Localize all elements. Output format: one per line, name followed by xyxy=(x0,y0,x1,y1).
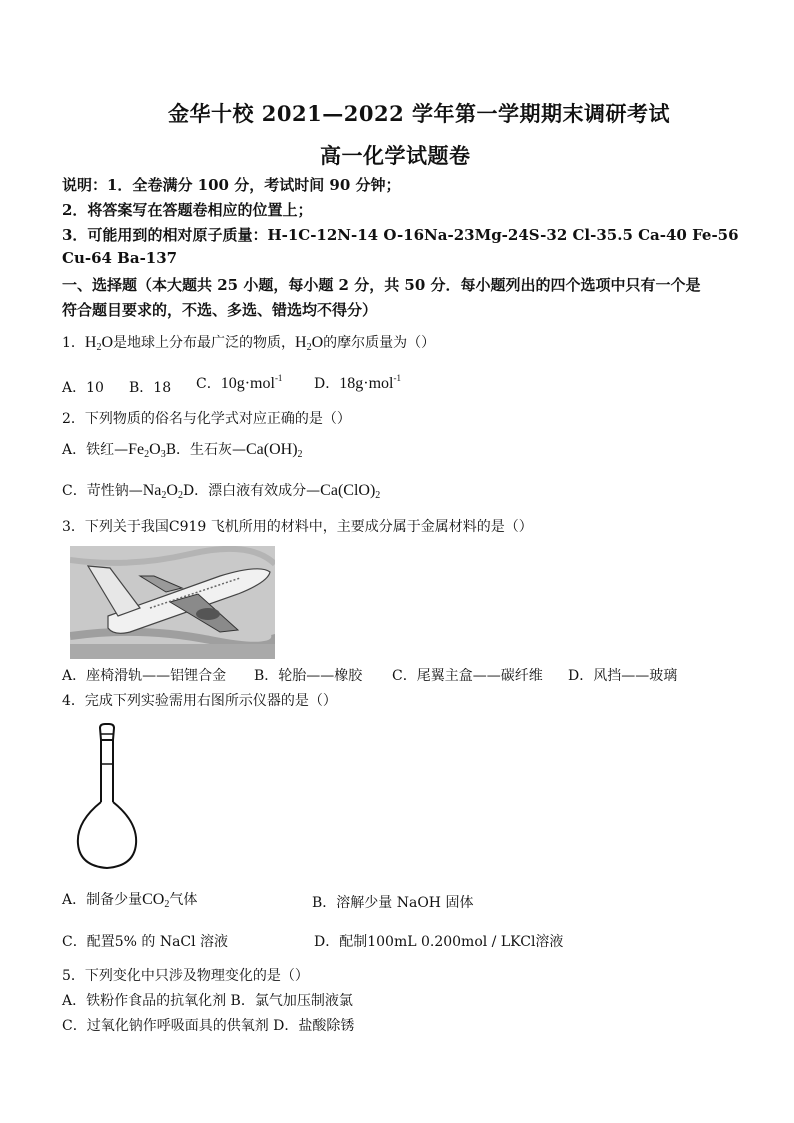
formula-fe2o3: $Fe_2O_3$ xyxy=(128,441,166,460)
option-a-label: A．制备少量 xyxy=(62,892,143,908)
option-a-label: A．铁红— xyxy=(62,442,129,458)
instruction-line-3: 3．可能用到的相对原子质量：H-1C-12N-14 O-16Na-23Mg-24S-32 Cl-35.5 Ca-40 Fe-56 xyxy=(62,226,739,244)
question-3-option-c: C．尾翼主盒——碳纤维 xyxy=(392,668,543,684)
question-1-option-d xyxy=(314,373,401,393)
formula-co2: $CO_2$ xyxy=(142,891,170,910)
question-1-option-b: B．18 xyxy=(129,380,172,396)
question-4-option-b: B．溶解少量 NaOH 固体 xyxy=(312,895,474,911)
airplane-photo xyxy=(70,546,275,659)
question-5-stem: 5．下列变化中只涉及物理变化的是（） xyxy=(62,968,309,984)
question-4-option-a xyxy=(62,889,197,910)
option-c-label: C．苛性钠— xyxy=(62,483,143,499)
instruction-line-1: 说明：1．全卷满分 100 分，考试时间 90 分钟； xyxy=(62,176,401,194)
question-3-option-d: D．风挡——玻璃 xyxy=(568,668,678,684)
section-heading-line-1: 一、选择题（本大题共 25 小题，每小题 2 分，共 50 分．每小题列出的四个选项中只有一个是 xyxy=(62,276,701,294)
option-a-tail: 气体 xyxy=(169,892,198,908)
airplane-icon xyxy=(70,546,275,659)
instruction-line-2: 2．将答案写在答题卷相应的位置上； xyxy=(62,201,313,219)
question-2-stem: 2．下列物质的俗名与化学式对应正确的是（） xyxy=(62,411,351,427)
question-4-option-d: D．配制100mL 0.200mol / LKCl溶液 xyxy=(314,934,564,950)
formula-na2o2: $Na_2O_2$ xyxy=(142,482,183,501)
option-label: D． xyxy=(314,376,340,392)
instruction-line-4: Cu-64 Ba-137 xyxy=(62,249,178,267)
option-label: C． xyxy=(196,376,221,392)
question-3-stem: 3．下列关于我国C919 飞机所用的材料中，主要成分属于金属材料的是（） xyxy=(62,519,533,535)
exponent: -1 xyxy=(274,373,283,383)
question-5-options-cd: C．过氧化钠作呼吸面具的供氧剂 D．盐酸除锈 xyxy=(62,1018,355,1034)
exam-title: 金华十校 2021—2022 学年第一学期期末调研考试 xyxy=(168,101,671,126)
formula-caclo2: $Ca(ClO)_2$ xyxy=(320,482,381,501)
question-text: 是地球上分布最广泛的物质， xyxy=(113,335,296,351)
formula-h2o: $H_2O$ xyxy=(295,334,324,353)
volumetric-flask-icon xyxy=(72,722,142,872)
option-d-label: D．漂白液有效成分— xyxy=(182,483,321,499)
exponent: -1 xyxy=(393,373,401,383)
section-heading-line-2: 符合题目要求的，不选、多选、错选均不得分） xyxy=(62,301,378,319)
question-text: 的摩尔质量为（） xyxy=(323,335,436,351)
question-3-option-b: B．轮胎——橡胶 xyxy=(254,668,363,684)
volumetric-flask-figure xyxy=(72,722,142,872)
question-number: 1． xyxy=(62,335,85,351)
question-1-option-a: A．10 xyxy=(62,380,104,396)
option-b-label: B．生石灰— xyxy=(165,442,246,458)
question-4-option-c: C．配置5% 的 NaCl 溶液 xyxy=(62,934,229,950)
question-2-options-ab xyxy=(62,439,303,460)
question-3-option-a: A．座椅滑轨——铝锂合金 xyxy=(62,668,227,684)
question-4-stem: 4．完成下列实验需用右图所示仪器的是（） xyxy=(62,693,337,709)
formula-h2o: $H_2O$ xyxy=(84,334,114,353)
option-value: 10g·mol xyxy=(220,375,275,392)
formula-caoh2: $Ca(OH)_2$ xyxy=(245,441,303,460)
question-5-options-ab: A．铁粉作食品的抗氧化剂 B．氯气加压制液氯 xyxy=(62,993,353,1009)
question-1-option-c xyxy=(196,373,282,393)
question-2-options-cd xyxy=(62,480,380,501)
question-1-stem xyxy=(62,332,435,353)
option-value: 18g·mol xyxy=(339,375,394,392)
exam-subtitle: 高一化学试题卷 xyxy=(320,143,471,168)
